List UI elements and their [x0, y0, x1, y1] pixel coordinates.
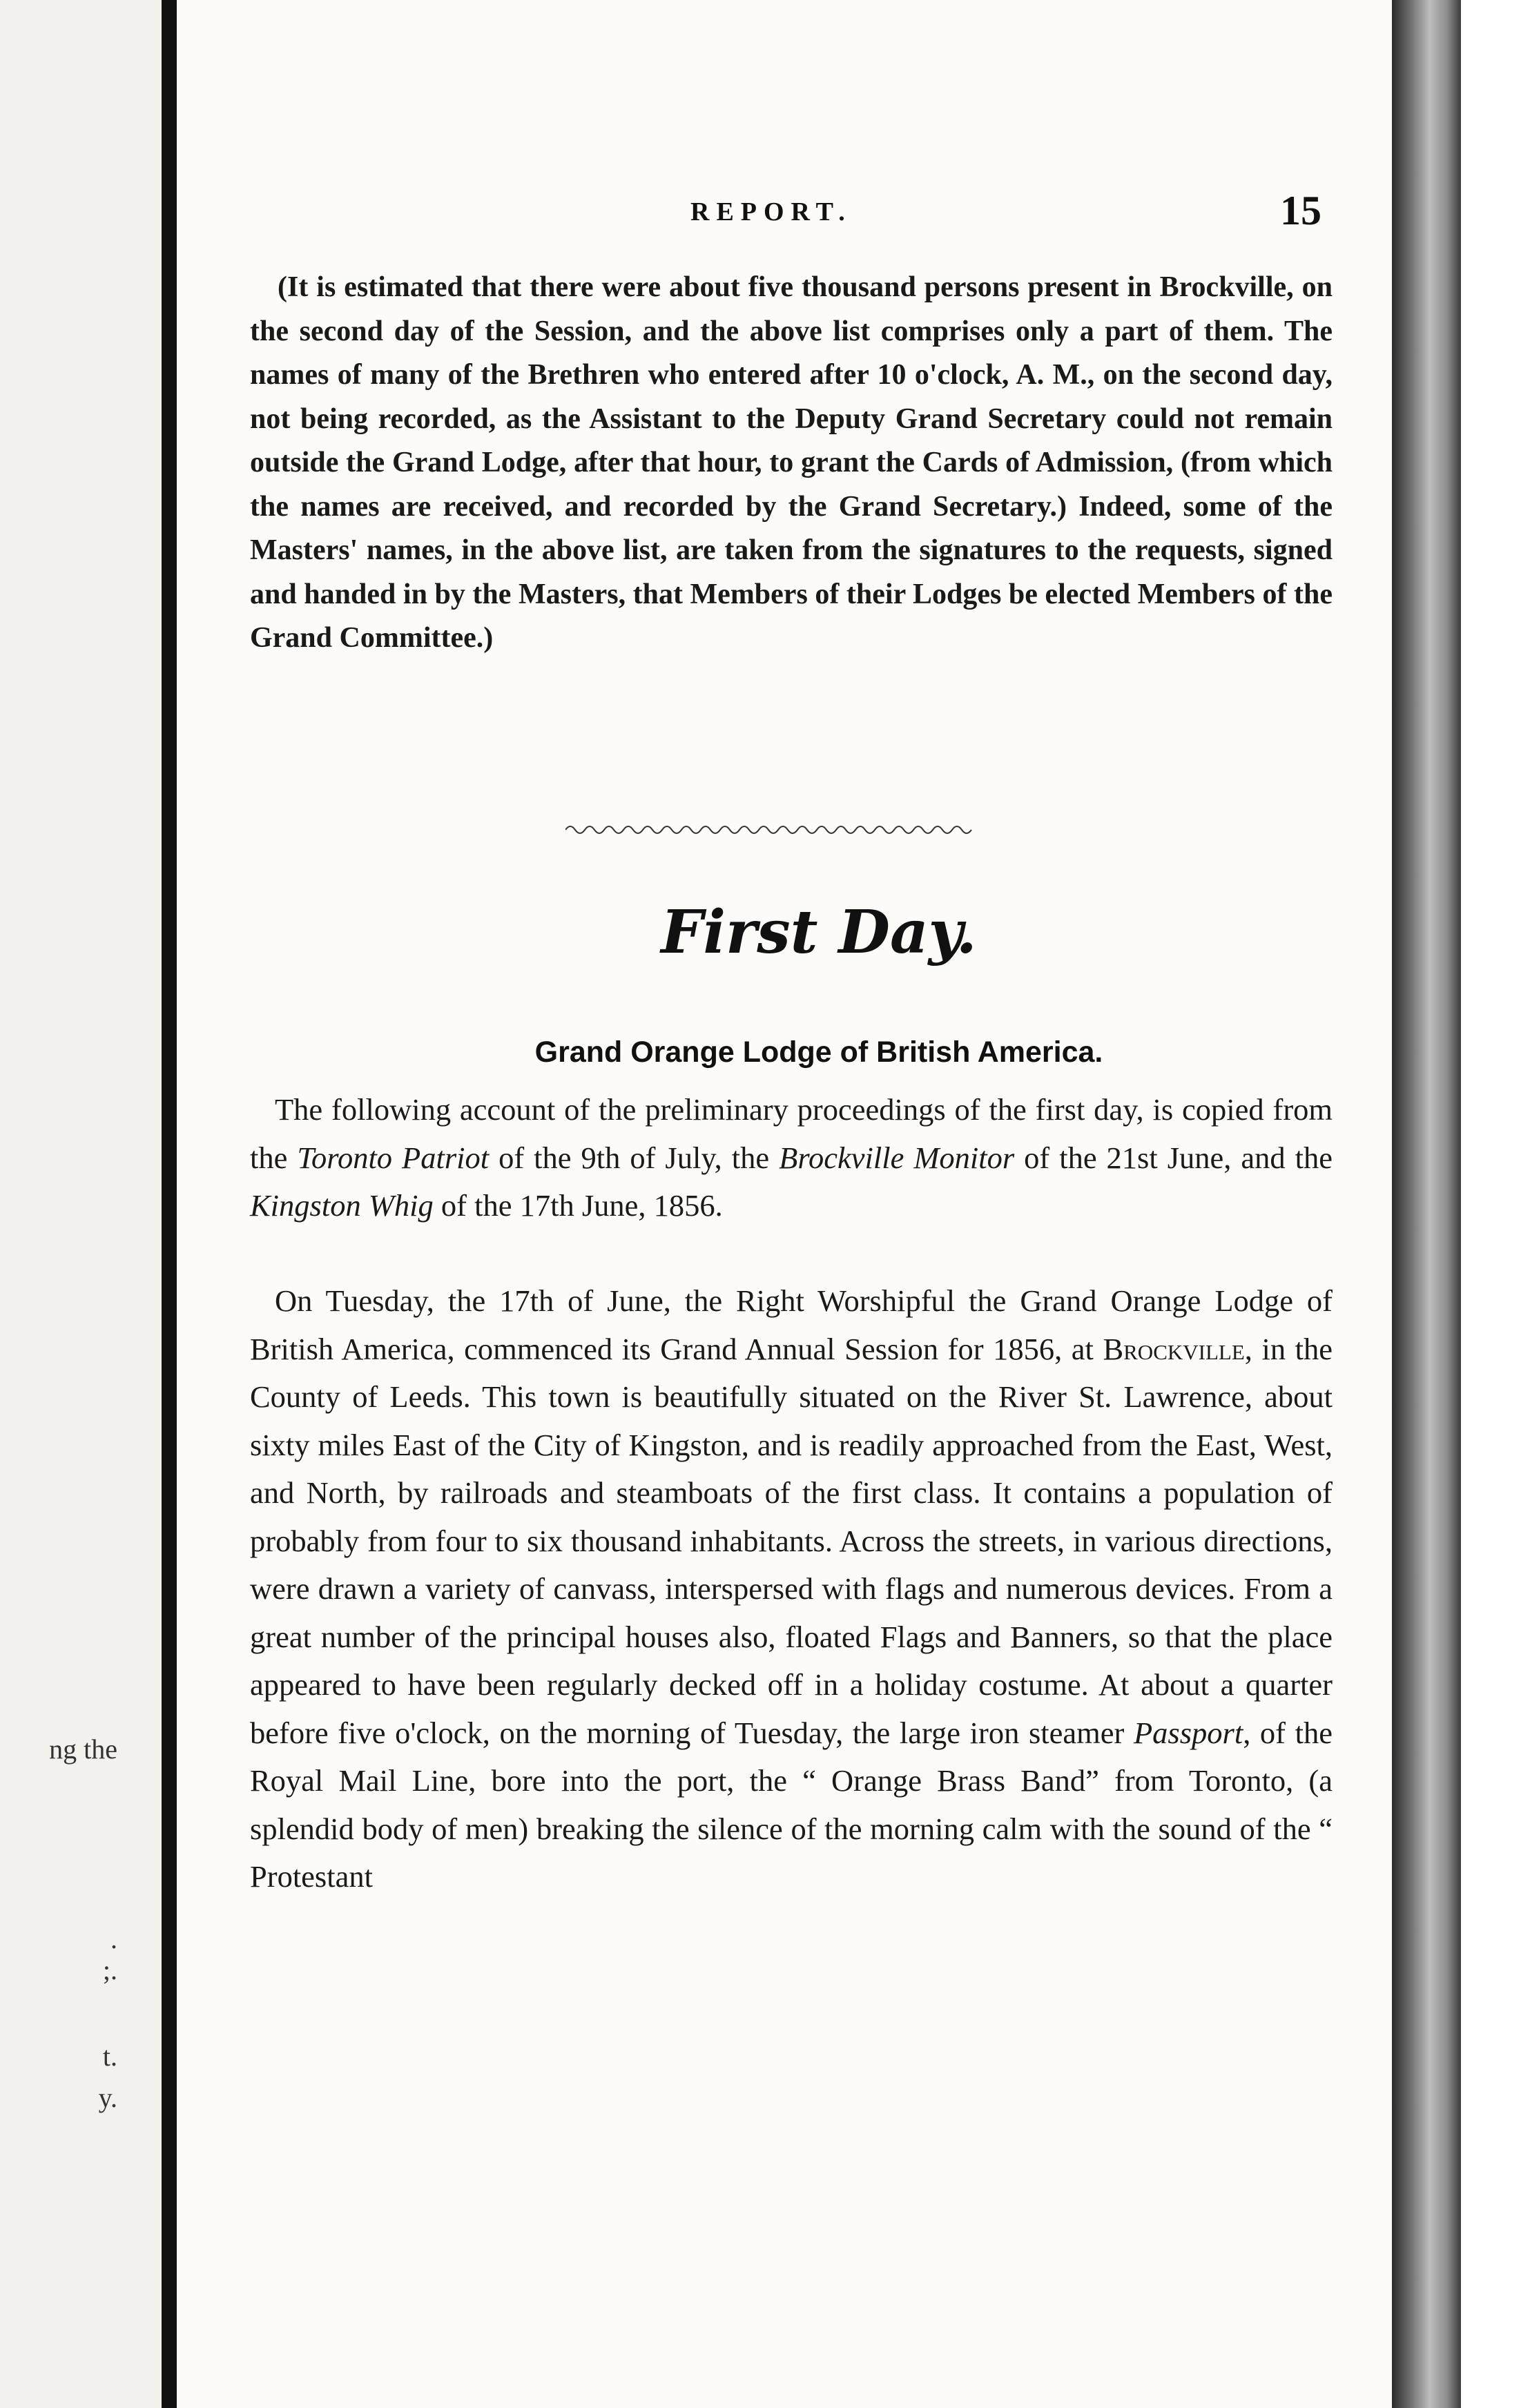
ship-name: Passport	[1133, 1715, 1243, 1750]
book-gutter	[162, 0, 177, 2408]
left-page-fragment: y.	[98, 2082, 117, 2113]
intro-text: of the 21st June, and the	[1014, 1140, 1333, 1175]
left-page-fragment: t.	[102, 2041, 117, 2072]
editorial-note: (It is estimated that there were about five thousand persons present in Brockville, on the second day of the Session, and the above list comprises only a part of them. The names of many of the Brethren who entered after 10 o'clock, A. M., on the second day, not being recorded, as the Assistant to the Deputy Grand Secretary could not remain outside the Grand Lodge, after that hour, to grant the Cards of Admission, (from which the names are received, and recorded by the Grand Secretary.) Indeed, some of the Masters' names, in the above list, are taken from the signatures to the requests, signed and handed in by the Masters, that Members of their Lodges be elected Members of the Grand Committee.)	[250, 271, 1333, 654]
book-page	[177, 0, 1461, 2408]
left-page-fragment: ng the	[49, 1734, 117, 1765]
paragraph-text: , in the County of Leeds. This town is beautifully situated on the River St. Lawrence, about sixty miles East of the City of Kingston, and is readily approached from the East, West, and North, by railroads and steamboats of the first class. It contains a population of probably from four to six thousand inhabitants. Across the streets, in various directions, were drawn a variety of canvass, interspersed with flags and numerous devices. From a great number of the principal houses also, floated Flags and Banners, so that the place appeared to have been regularly decked off in a holiday costume. At about a quarter before five o'clock, on the morning of Tuesday, the large iron steamer	[250, 1331, 1333, 1750]
intro-text: of the 9th of July, the	[489, 1140, 779, 1175]
left-page-fragment: .	[110, 1923, 117, 1954]
page-edge	[1392, 0, 1461, 2408]
newspaper-title: Brockville Monitor	[779, 1140, 1015, 1175]
left-page-fragment: ;.	[102, 1954, 117, 1985]
section-title: First Day.	[661, 897, 977, 967]
intro-paragraph	[250, 1086, 1333, 1230]
paragraph-text: On Tuesday, the 17th of June, the Right Worshipful the Grand Orange Lodge of British America, commenced its Grand Annual Session for 1856, at	[250, 1283, 1333, 1366]
intro-text: of the 17th June, 1856.	[433, 1188, 723, 1223]
intro-text: The following account of the preliminary proceedings of the first day, is copied from the	[250, 1092, 1333, 1175]
running-head: REPORT.	[690, 197, 852, 226]
paragraph-text: , of the Royal Mail Line, bore into the port, the “ Orange Brass Band” from Toronto, (a splendid body of men) breaking the silence of the morning calm with the sound of the “ Protestant	[250, 1715, 1333, 1894]
session-paragraph	[250, 1277, 1333, 1901]
ornamental-rule	[565, 822, 973, 838]
newspaper-title: Toronto Patriot	[297, 1140, 490, 1175]
running-header	[177, 188, 1461, 238]
newspaper-title: Kingston Whig	[250, 1188, 434, 1223]
town-name: Brockville	[1103, 1331, 1245, 1366]
lodge-heading: Grand Orange Lodge of British America.	[534, 1036, 1103, 1069]
page-number: 15	[1280, 188, 1321, 233]
left-page-margin	[0, 0, 162, 2408]
